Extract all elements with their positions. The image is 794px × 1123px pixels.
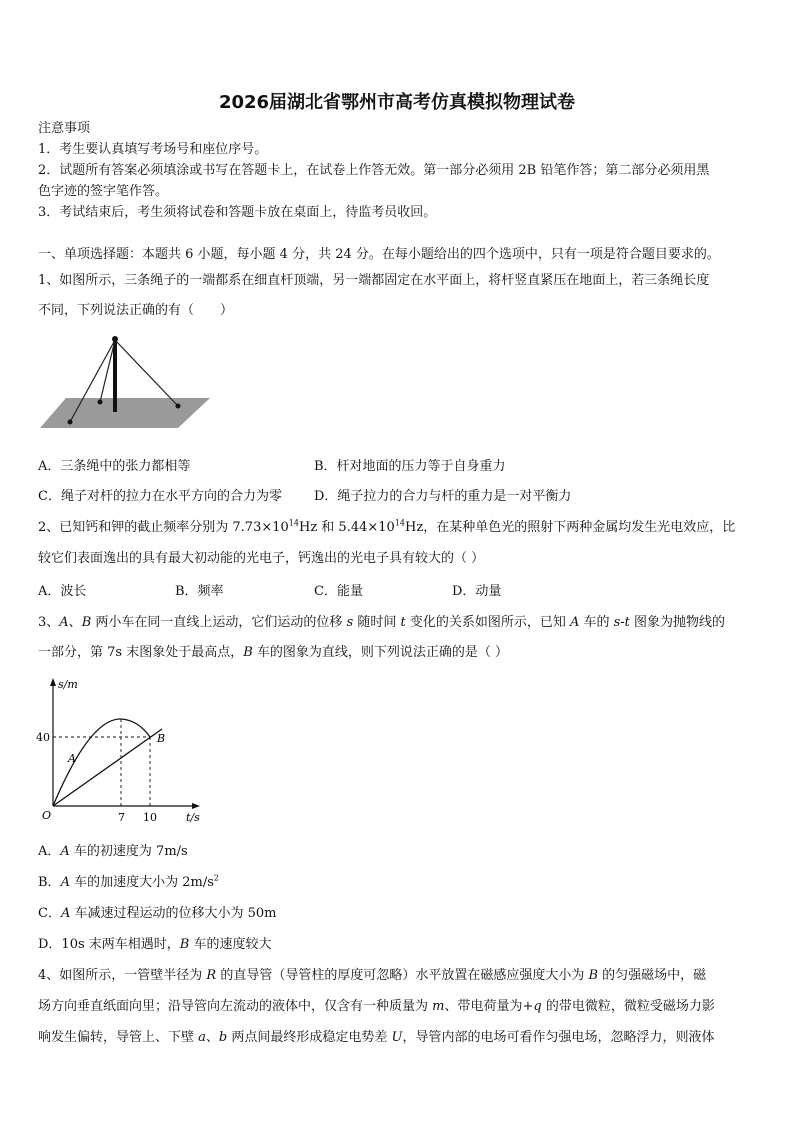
page-title: 2026届湖北省鄂州市高考仿真模拟物理试卷 (218, 92, 576, 113)
q1-option-a: A．三条绳中的张力都相等 (38, 459, 191, 474)
q2-stem-line1: 2、已知钙和钾的截止频率分别为 $7.73\times 10^{14}Hz$ 和 $5.44\times 10^{14}Hz$，在某种单色光的照射下两种金属均发生光电效应，比 (38, 518, 736, 535)
graph-y-axis-label: s/m (58, 678, 78, 691)
graph-origin-label: O (42, 809, 52, 822)
graph-tick-40: 40 (36, 731, 50, 744)
q2-option-c: C．能量 (314, 584, 363, 599)
q3-option-d: D．10s 末两车相遇时，B 车的速度较大 (38, 937, 272, 952)
notice-heading: 注意事项 (38, 121, 91, 136)
notice-item-2: 2．试题所有答案必须填涂或书写在答题卡上，在试卷上作答无效。第一部分必须用 2B 铅笔作答；第二部分必须用黑 (38, 163, 710, 178)
q4-stem-line2: 场方向垂直纸面向里；沿导管向左流动的液体中，仅含有一种质量为 m、带电荷量为+q 的带电微粒，微粒受磁场力影 (38, 999, 715, 1014)
q1-stem-line2: 不同，下列说法正确的有（ ） (38, 303, 234, 318)
notice-item-1: 1．考生要认真填写考场号和座位序号。 (38, 142, 268, 157)
q1-figure-pole-ropes (38, 330, 218, 430)
q2-option-b: B．频率 (175, 584, 224, 599)
q1-stem-line1: 1、如图所示，三条绳子的一端都系在细直杆顶端，另一端都固定在水平面上，将杆竖直紧压在地面上，若三条绳长度 (38, 273, 710, 288)
q2-stem-line2: 较它们表面逸出的具有最大初动能的光电子，钙逸出的光电子具有较大的（ ） (38, 551, 485, 566)
q3-stem-line1: 3、A、B 两小车在同一直线上运动，它们运动的位移 s 随时间 t 变化的关系如图所示，已知 A 车的 s-t 图象为抛物线的 (38, 615, 726, 630)
graph-tick-10: 10 (143, 811, 157, 824)
q1-option-d: D．绳子拉力的合力与杆的重力是一对平衡力 (314, 489, 572, 504)
q3-st-graph (30, 674, 210, 824)
q2-option-a: A．波长 (38, 584, 87, 599)
notice-item-3: 3．考试结束后，考生须将试卷和答题卡放在桌面上，待监考员收回。 (38, 205, 437, 220)
q4-stem-line3: 响发生偏转，导管上、下壁 a、b 两点间最终形成稳定电势差 U，导管内部的电场可看作匀强电场，忽略浮力，则液体 (38, 1030, 715, 1045)
q1-option-b: B．杆对地面的压力等于自身重力 (314, 459, 506, 474)
graph-x-axis-label: t/s (186, 811, 200, 824)
notice-item-2-cont: 色字迹的签字笔作答。 (38, 184, 169, 199)
q3-option-a: A．A 车的初速度为 7m/s (38, 844, 188, 859)
q3-stem-line2: 一部分，第 7s 末图象处于最高点，B 车的图象为直线，则下列说法正确的是（ ） (38, 645, 509, 660)
graph-curve-a-label: A (68, 752, 76, 765)
section-heading: 一、单项选择题：本题共 6 小题，每小题 4 分，共 24 分。在每小题给出的四个选项中，只有一项是符合题目要求的。 (38, 247, 720, 262)
q4-stem-line1: 4、如图所示，一管壁半径为 R 的直导管（导管柱的厚度可忽略）水平放置在磁感应强度大小为 B 的匀强磁场中，磁 (38, 968, 707, 983)
q3-option-b: B．A 车的加速度大小为 $2m/s^2$ (38, 873, 219, 890)
q3-option-c: C．A 车减速过程运动的位移大小为 50m (38, 906, 277, 921)
q2-option-d: D．动量 (452, 584, 502, 599)
graph-tick-7: 7 (118, 811, 125, 824)
q1-option-c: C．绳子对杆的拉力在水平方向的合力为零 (38, 489, 282, 504)
graph-line-b-label: B (157, 732, 166, 745)
